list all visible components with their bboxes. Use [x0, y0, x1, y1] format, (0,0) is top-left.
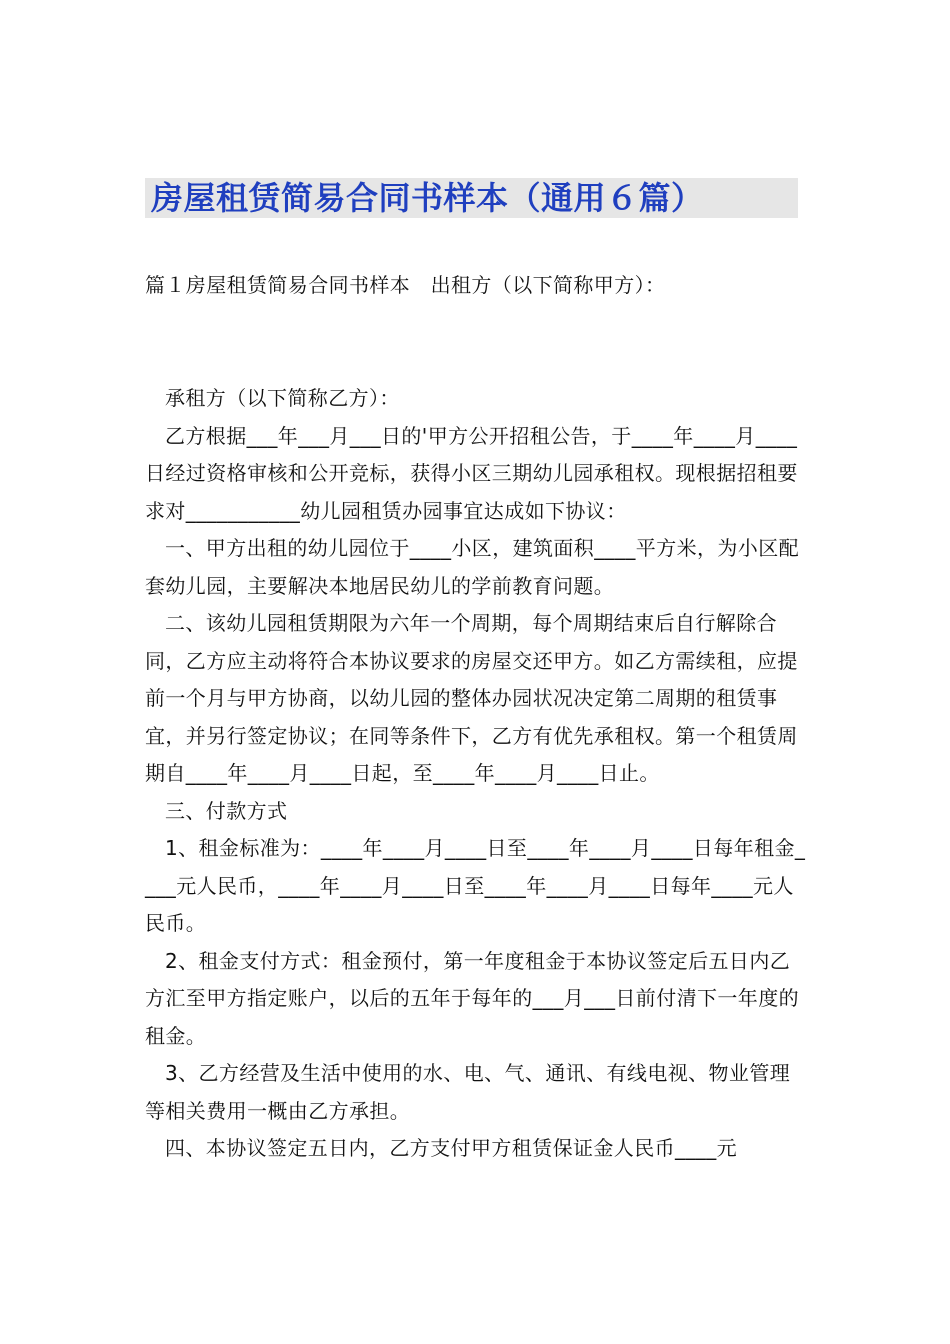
paragraph-clause-3-heading: 三、付款方式: [165, 798, 288, 823]
paragraph-clause-2: 二、该幼儿园租赁期限为六年一个周期，每个周期结束后自行解除合同，乙方应主动将符合本协议要求的房屋交还甲方。如乙方需续租，应提前一个月与甲方协商，以幼儿园的整体办园状况决定第二周期的租赁事宜，并另行签定协议；在同等条件下，乙方有优先承租权。第一个租赁周期自____年____月____日起，至____年____月____日止。: [145, 611, 798, 785]
paragraph-clause-4: 四、本协议签定五日内，乙方支付甲方租赁保证金人民币____元: [165, 1136, 737, 1160]
document-body: [145, 380, 810, 1168]
section-heading: 篇１房屋租赁简易合同书样本 出租方（以下简称甲方）：: [145, 273, 666, 297]
paragraph-item-2: 2、租金支付方式：租金预付，第一年度租金于本协议签定后五日内乙方汇至甲方指定账户，以后的五年于每年的___月___日前付清下一年度的租金。: [145, 948, 799, 1048]
paragraph-item-1: 1、租金标准为：____年____月____日至____年____月____日每年租金____元人民币，____年____月____日至____年____月____日每年____元人民币。: [145, 836, 806, 935]
paragraph-clause-1: 一、甲方出租的幼儿园位于____小区，建筑面积____平方米，为小区配套幼儿园，主要解决本地居民幼儿的学前教育问题。: [145, 536, 799, 598]
title-highlight: [145, 178, 798, 218]
paragraph-lessee: 承租方（以下简称乙方）：: [165, 386, 400, 410]
document-title: 房屋租赁简易合同书样本（通用６篇）: [151, 179, 704, 217]
paragraph-preamble: 乙方根据___年___月___日的'甲方公开招租公告，于____年____月____日经过资格审核和公开竞标，获得小区三期幼儿园承租权。现根据招租要求对___________幼儿园租赁办园事宜达成如下协议：: [145, 423, 798, 523]
paragraph-item-3: 3、乙方经营及生活中使用的水、电、气、通讯、有线电视、物业管理等相关费用一概由乙方承担。: [145, 1061, 791, 1123]
